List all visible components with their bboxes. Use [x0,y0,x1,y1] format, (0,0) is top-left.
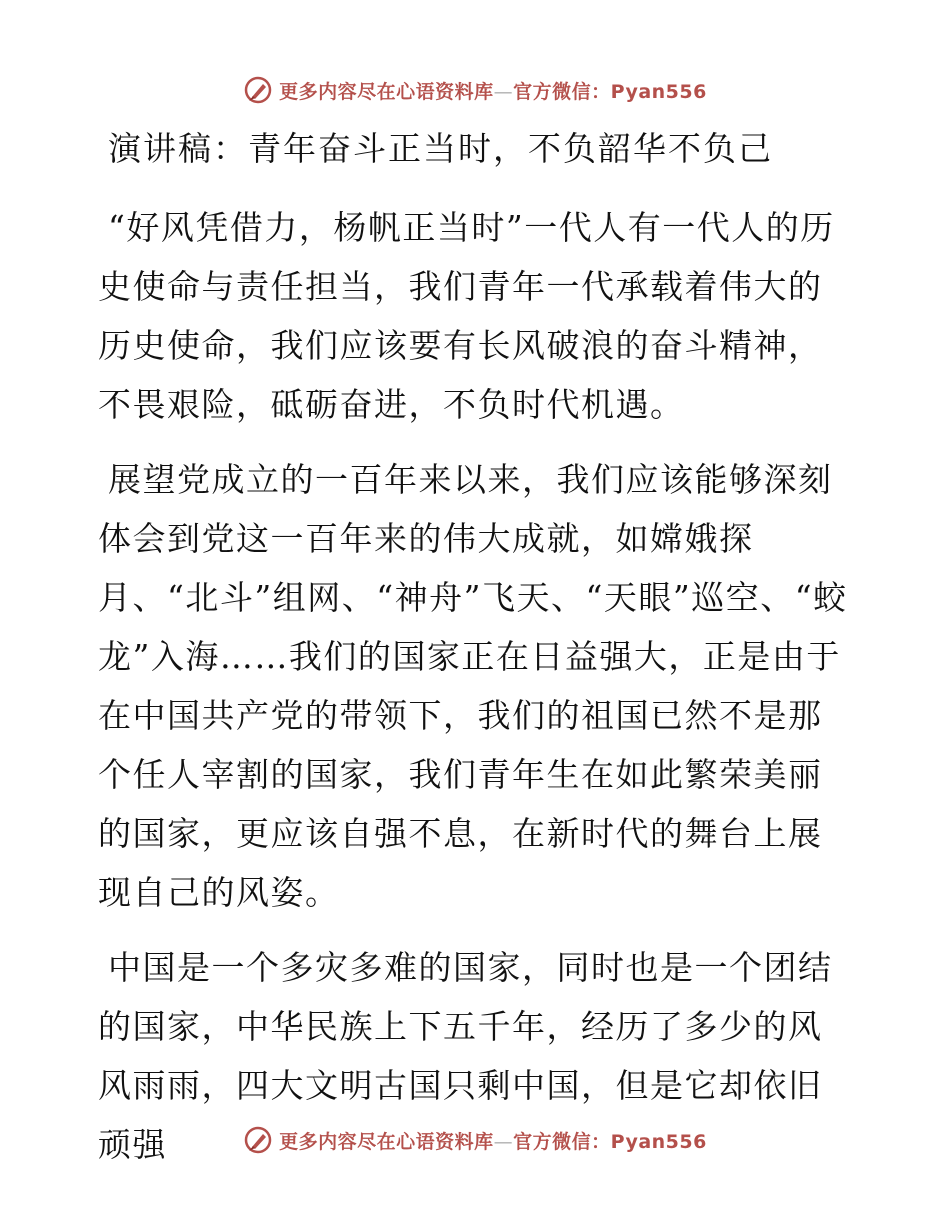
document-title: 演讲稿：青年奋斗正当时，不负韶华不负己 [108,129,773,168]
footer-watermark [0,1122,950,1158]
watermark-text [279,1127,707,1154]
watermark-separator: — [493,80,514,103]
watermark-main: 更多内容尽在心语资料库 [279,1130,494,1153]
paragraph-2-text: 展望党成立的一百年来以来，我们应该能够深刻体会到党这一百年来的伟大成就，如嫦娥探月、“北斗”组网、“神舟”飞天、“天眼”巡空、“蛟龙”入海……我们的国家正在日益强大，正是由于在中国共产党的带领下，我们的祖国已然不是那个任人宰割的国家，我们青年生在如此繁荣美丽的国家，更应该自强不息，在新时代的舞台上展现自己的风姿。 [98,460,848,912]
watermark-sub: 官方微信：Pyan556 [513,80,707,103]
paragraph-3-text: 中国是一个多灾多难的国家，同时也是一个团结的国家，中华民族上下五千年，经历了多少的风风雨雨，四大文明古国只剩中国，但是它却依旧顽强 [98,948,833,1164]
watermark-separator: — [493,1130,514,1153]
watermark-main: 更多内容尽在心语资料库 [279,80,494,103]
document-body [98,128,850,1190]
paragraph-1 [98,198,850,434]
paragraph-1-text: “好风凭借力，杨帆正当时”一代人有一代人的历史使命与责任担当，我们青年一代承载着伟大的历史使命，我们应该要有长风破浪的奋斗精神，不畏艰险，砥砺奋进，不负时代机遇。 [98,208,835,424]
pen-logo-icon [243,75,273,105]
header-watermark [0,72,950,108]
watermark-text [279,77,707,104]
pen-logo-icon [243,1125,273,1155]
paragraph-2 [98,450,850,922]
watermark-sub: 官方微信：Pyan556 [513,1130,707,1153]
